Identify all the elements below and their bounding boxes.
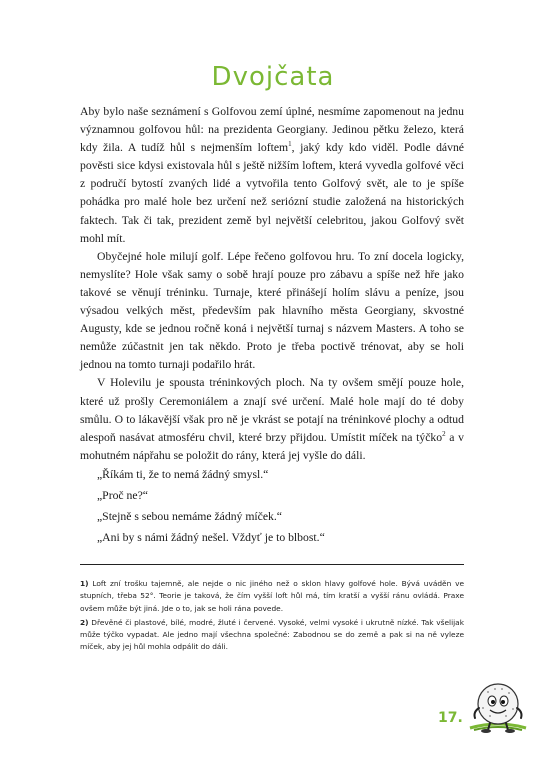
page-number: 17. bbox=[438, 710, 463, 726]
paragraph-1-text-a: Aby bylo naše seznámení s Golfovou zemí úplné, nesmíme zapomenout na jednu významnou golfovou hůl: na prezidenta Georgiany. Jedinou pětku železo, která kdy žila. A tudíž hůl s nejmenším loftem bbox=[80, 105, 464, 155]
footnote-1-marker: 1) bbox=[80, 579, 89, 588]
footnote-2 bbox=[80, 617, 464, 654]
footnote-2-text: Dřevěné či plastové, bílé, modré, žluté i červené. Vysoké, velmi vysoké i ukrutně nízké. Tak všelijak může týčko vypadat. Ale jedno mají všechna společné: Zabodnou se do země a pak si na ně vyleze míček, aby jej hůl mohla odpálit do dáli. bbox=[80, 617, 464, 652]
footnote-1-text: Loft zní trošku tajemně, ale nejde o nic jiného než o sklon hlavy golfové hole. Bývá uváděn ve stupních, třeba 52°. Teorie je taková, že čím vyšší loft hůl má, tím kratší a vyšší ránu ovládá. Praxe ovšem může být jiná. Jde o to, jak se holi rána povede. bbox=[80, 579, 464, 613]
footnotes bbox=[80, 578, 464, 656]
paragraph-3 bbox=[80, 374, 464, 464]
footnote-ref-1[interactable]: 1 bbox=[288, 140, 292, 149]
dialogue-line: „Říkám ti, že to nemá žádný smysl.“ bbox=[97, 467, 269, 481]
chapter-title: Dvojčata bbox=[211, 62, 335, 92]
paragraph-1-text-b: , jaký kdy kdo viděl. Podle dávné pověsti sice kdysi existovala hůl s ještě nižším loftem, která vyvedla golfové věci z područí bytostí zvaných lidé a vytvořila tento Golfový svět, ale to je spíše pohádka pro malé hole bez určení než seriózní studie založená na historických faktech. Tak či tak, prezident země byl největší celebritou, jakou Golfový svět mohl mít. bbox=[80, 141, 464, 245]
dialogue-line: „Stejně s sebou nemáme žádný míček.“ bbox=[97, 509, 282, 523]
paragraph-2: Obyčejné hole milují golf. Lépe řečeno golfovou hru. To zní docela logicky, nemyslíte? Hole však samy o sobě hrají pouze pro zábavu a spíše než hře jako takové se věnují tréninku. Turnaje, které přinášejí holím slávu a peníze, jsou výsadou velkých měst, především pak hlavního města Georgiany, skvostné Augusty, kde se jednou ročně koná i největší turnaj s názvem Masters. A toho se nemůže zúčastnit jen tak někdo. Proto je třeba poctivě trénovat, aby se holi jednou na tomto turnaji podařilo hrát. bbox=[80, 249, 464, 372]
dialogue-line: „Proč ne?“ bbox=[97, 488, 148, 502]
paragraph-1 bbox=[80, 103, 464, 248]
paragraph-3-text-a: V Holevilu je spousta tréninkových ploch. Na ty ovšem smějí pouze hole, které už prošly Ceremoniálem a znají své určení. Malé hole mají do té doby smůlu. O to lákavější však pro ně je vkrást se potají na tréninkové plochy a odtud alespoň nasávat atmosféru chvil, které brzy přijdou. Umístit míček na týčko bbox=[80, 376, 464, 444]
footnote-1 bbox=[80, 578, 464, 615]
dialogue-line: „Ani by s námi žádný nešel. Vždyť je to blbost.“ bbox=[97, 530, 325, 544]
golf-ball-mascot-icon bbox=[468, 678, 528, 736]
footnote-2-marker: 2) bbox=[80, 617, 89, 627]
paragraph-3-text-b: a v mohutném nápřahu se položit do rány, která jej vyšle do dáli. bbox=[80, 430, 465, 462]
footnote-divider bbox=[80, 564, 464, 565]
footnote-ref-2[interactable]: 2 bbox=[442, 429, 446, 438]
chapter-body bbox=[80, 103, 464, 549]
